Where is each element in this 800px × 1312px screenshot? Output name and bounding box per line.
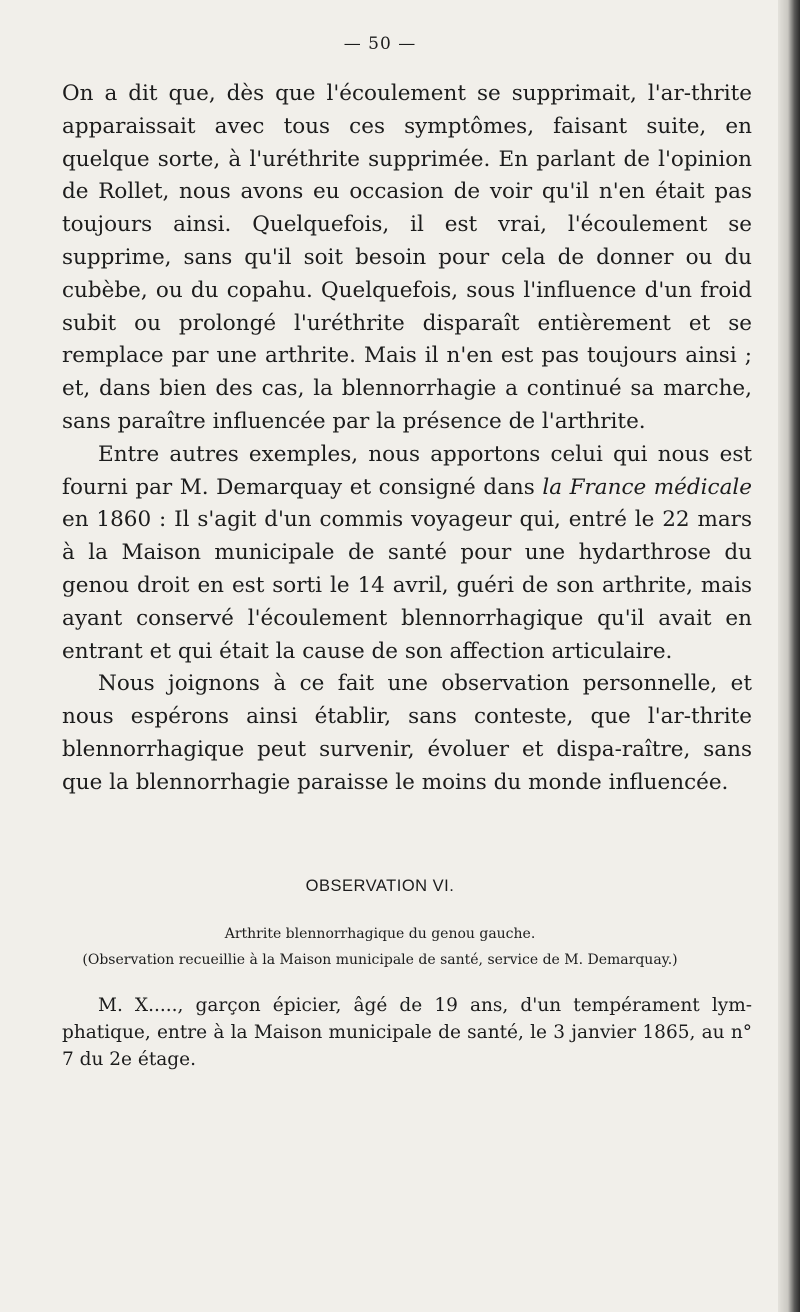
observation-title: OBSERVATION VI.: [305, 877, 455, 895]
page-number: — 50 —: [343, 34, 417, 54]
paragraph-1: On a dit que, dès que l'écoulement se supprimait, l'ar-thrite apparaissait avec tous ces symptômes, faisant suite, en quelque sorte, à l'uréthrite supprimée. En parlant de l'opinion de Rollet, nous avons eu occasion de voir qu'il n'en était pas toujours ainsi. Quelquefois, il est vrai, l'écoulement se supprime, sans qu'il soit besoin pour cela de donner ou du cubèbe, ou du copahu. Quelquefois, sous l'influence d'un froid subit ou prolongé l'uréthrite disparaît entièrement et se remplace par une arthrite. Mais il n'en est pas toujours ainsi ; et, dans bien des cas, la blennorrhagie a continué sa marche, sans paraître influencée par la présence de l'arthrite.: [62, 81, 752, 434]
observation-subtitle: Arthrite blennorrhagique du genou gauche.: [224, 926, 536, 942]
page-edge-shadow: [778, 0, 800, 1312]
paragraph-2-start: Entre autres exemples, nous apportons celui qui nous est fourni par M. Demarquay et consigné dans: [62, 441, 752, 500]
paragraph-2: [62, 439, 752, 669]
journal-title: la France médicale: [542, 474, 753, 500]
observation-text: M. X....., garçon épicier, âgé de 19 ans, d'un tempérament lym-phatique, entre à la Maison municipale de santé, le 3 janvier 1865, au n° 7 du 2e étage.: [62, 995, 752, 1070]
body-text: [62, 78, 752, 800]
paragraph-3: Nous joignons à ce fait une observation personnelle, et nous espérons ainsi établir, sans conteste, que l'ar-thrite blennorrhagique peut survenir, évoluer et dispa-raître, sans que la blennorrhagie paraisse le moins du monde influencée.: [62, 671, 752, 795]
observation-source: (Observation recueillie à la Maison municipale de santé, service de M. Demarquay.): [82, 952, 678, 968]
paragraph-2-end: en 1860 : Il s'agit d'un commis voyageur qui, entré le 22 mars à la Maison municipale de santé pour une hydarthrose du genou droit en est sorti le 14 avril, guéri de son arthrite, mais ayant conservé l'écoulement blennorrhagique qu'il avait en entrant et qui était la cause de son affection articulaire.: [62, 507, 752, 664]
